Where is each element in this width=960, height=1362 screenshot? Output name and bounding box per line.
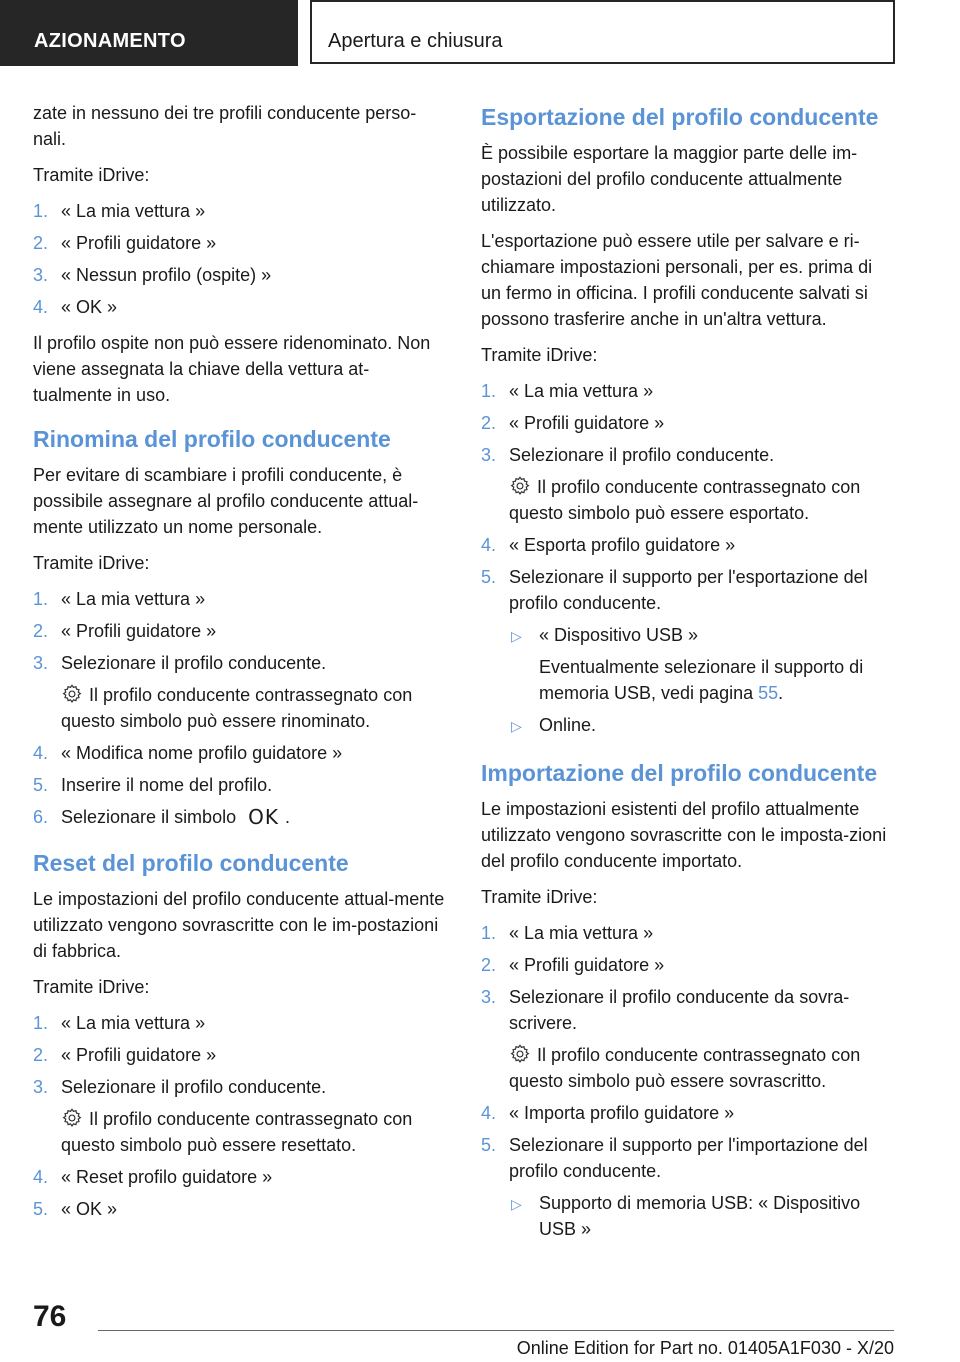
- step-text: Selezionare il profilo conducente.: [509, 445, 775, 465]
- list-item: [33, 1164, 445, 1190]
- rename-heading: Rinomina del profilo conducente: [33, 426, 391, 452]
- topic-tab: [310, 0, 895, 64]
- step-text: Inserire il nome del profilo.: [61, 775, 273, 795]
- step-text: « Profili guidatore »: [61, 621, 217, 641]
- reset-paragraph: Le impostazioni del profilo conducente attual-mente utilizzato vengono sovrascritte con le im-postazioni di fabbrica.: [33, 889, 445, 961]
- rename-paragraph: Per evitare di scambiare i profili conducente, è possibile assegnare al profilo conducente attual-mente utilizzato un nome personale.: [33, 465, 419, 537]
- step-number: 1.: [33, 1013, 49, 1033]
- option-text: Supporto di memoria USB: « Dispositivo USB »: [539, 1193, 861, 1239]
- list-item: [481, 532, 893, 558]
- step-text: « Modifica nome profilo guidatore »: [61, 743, 343, 763]
- list-item: [33, 198, 445, 224]
- gear-icon: [61, 683, 83, 705]
- option-text: « Dispositivo USB »: [539, 625, 699, 645]
- step-number: 5.: [33, 1199, 49, 1219]
- export-paragraph-1: È possibile esportare la maggior parte delle im-postazioni del profilo conducente attualmente utilizzato.: [481, 143, 858, 215]
- list-item: [481, 442, 893, 526]
- list-item: [481, 410, 893, 436]
- via-idrive: Tramite iDrive:: [33, 977, 150, 997]
- note-text: Il profilo conducente contrassegnato con questo simbolo può essere resettato.: [61, 1109, 413, 1155]
- step-number: 2.: [481, 413, 497, 433]
- list-item: [481, 1132, 893, 1242]
- list-item: [33, 740, 445, 766]
- step-number: 1.: [33, 201, 49, 221]
- via-idrive: Tramite iDrive:: [33, 553, 150, 573]
- step-text: Selezionare il profilo conducente.: [61, 653, 327, 673]
- list-item: [33, 804, 445, 830]
- export-options: [509, 622, 893, 738]
- guest-steps: [33, 198, 445, 320]
- list-item: [33, 1196, 445, 1222]
- rename-steps: [33, 586, 445, 830]
- page-link[interactable]: 55: [758, 683, 779, 703]
- export-heading: Esportazione del profilo conducente: [481, 104, 879, 130]
- step-number: 2.: [33, 621, 49, 641]
- guest-note: Il profilo ospite non può essere ridenominato. Non viene assegnata la chiave della vettura at-tualmente in uso.: [33, 333, 431, 405]
- reset-heading: Reset del profilo conducente: [33, 850, 349, 876]
- step-text: « Profili guidatore »: [61, 233, 217, 253]
- chapter-label: AZIONAMENTO: [0, 0, 298, 66]
- step-text: « Esporta profilo guidatore »: [509, 535, 736, 555]
- step-text: Selezionare il supporto per l'esportazione del profilo conducente.: [509, 567, 868, 613]
- step-text: Selezionare il simbolo: [61, 807, 237, 827]
- page-header: [0, 0, 960, 66]
- list-item: [33, 294, 445, 320]
- list-item: [481, 378, 893, 404]
- step-number: 5.: [33, 775, 49, 795]
- option-item: [509, 1190, 893, 1242]
- step-number: 3.: [481, 987, 497, 1007]
- option-item: [509, 622, 893, 706]
- list-item: [33, 230, 445, 256]
- step-text: « Nessun profilo (ospite) »: [61, 265, 272, 285]
- step-number: 3.: [481, 445, 497, 465]
- step-number: 4.: [33, 1167, 49, 1187]
- note-text: Il profilo conducente contrassegnato con questo simbolo può essere sovrascritto.: [509, 1045, 861, 1091]
- via-idrive: Tramite iDrive:: [481, 345, 598, 365]
- step-text: « OK »: [61, 297, 118, 317]
- step-text: « Profili guidatore »: [61, 1045, 217, 1065]
- step-number: 5.: [481, 1135, 497, 1155]
- list-item: [33, 1042, 445, 1068]
- option-item: [509, 712, 893, 738]
- note-text: Il profilo conducente contrassegnato con questo simbolo può essere rinominato.: [61, 685, 413, 731]
- import-steps: [481, 920, 893, 1242]
- list-item: [481, 984, 893, 1094]
- step-number: 4.: [481, 535, 497, 555]
- step-text: « La mia vettura »: [61, 201, 206, 221]
- edition-footer: Online Edition for Part no. 01405A1F030 - X/20: [516, 1338, 894, 1358]
- page-number: 76: [33, 1300, 67, 1333]
- list-item: [33, 586, 445, 612]
- step-number: 4.: [481, 1103, 497, 1123]
- step-number: 3.: [33, 265, 49, 285]
- intro-paragraph: zate in nessuno dei tre profili conducente perso-nali.: [33, 103, 417, 149]
- step-note: [509, 1042, 893, 1094]
- step-text: « OK »: [61, 1199, 118, 1219]
- list-item: [481, 564, 893, 738]
- step-number: 3.: [33, 653, 49, 673]
- step-text: « La mia vettura »: [61, 1013, 206, 1033]
- list-item: [33, 1010, 445, 1036]
- step-number: 4.: [33, 743, 49, 763]
- ok-symbol-icon: OK: [248, 805, 279, 829]
- footer-divider: [98, 1330, 894, 1331]
- step-number: 2.: [33, 233, 49, 253]
- via-idrive: Tramite iDrive:: [481, 887, 598, 907]
- step-text: Selezionare il profilo conducente.: [61, 1077, 327, 1097]
- note-text-end: .: [778, 683, 784, 703]
- triangle-right-icon: ▷: [511, 718, 522, 734]
- topic-label: Apertura e chiusura: [312, 2, 893, 62]
- step-text: « La mia vettura »: [61, 589, 206, 609]
- list-item: [33, 650, 445, 734]
- right-column: [481, 100, 893, 1252]
- step-text-end: .: [284, 807, 290, 827]
- option-note: [539, 654, 893, 706]
- import-options: [509, 1190, 893, 1242]
- export-paragraph-2: L'esportazione può essere utile per salvare e ri-chiamare impostazioni personali, per es. prima di un fermo in officina. I profili conducente salvati si possono trasferire anche in un'altra vettura.: [481, 231, 873, 329]
- step-note: [61, 1106, 445, 1158]
- list-item: [481, 1100, 893, 1126]
- step-number: 1.: [33, 589, 49, 609]
- step-text: « Importa profilo guidatore »: [509, 1103, 735, 1123]
- triangle-right-icon: ▷: [511, 1196, 522, 1212]
- step-number: 6.: [33, 807, 49, 827]
- export-steps: [481, 378, 893, 738]
- step-number: 3.: [33, 1077, 49, 1097]
- list-item: [33, 772, 445, 798]
- step-number: 2.: [481, 955, 497, 975]
- list-item: [33, 262, 445, 288]
- triangle-right-icon: ▷: [511, 628, 522, 644]
- import-paragraph: Le impostazioni esistenti del profilo attualmente utilizzato vengono sovrascritte con le imposta-zioni del profilo conducente importato.: [481, 799, 887, 871]
- note-text: Eventualmente selezionare il supporto di memoria USB, vedi pagina: [539, 657, 864, 703]
- option-text: Online.: [539, 715, 597, 735]
- step-text: « Reset profilo guidatore »: [61, 1167, 273, 1187]
- step-text: « La mia vettura »: [509, 923, 654, 943]
- step-text: « La mia vettura »: [509, 381, 654, 401]
- step-number: 1.: [481, 923, 497, 943]
- gear-icon: [509, 1043, 531, 1065]
- left-column: [33, 100, 445, 1232]
- step-number: 2.: [33, 1045, 49, 1065]
- step-text: « Profili guidatore »: [509, 955, 665, 975]
- note-text: Il profilo conducente contrassegnato con questo simbolo può essere esportato.: [509, 477, 861, 523]
- list-item: [481, 952, 893, 978]
- step-text: Selezionare il profilo conducente da sovra-scrivere.: [509, 987, 850, 1033]
- step-note: [61, 682, 445, 734]
- gear-icon: [509, 475, 531, 497]
- via-idrive: Tramite iDrive:: [33, 165, 150, 185]
- import-heading: Importazione del profilo conducente: [481, 760, 878, 786]
- step-number: 4.: [33, 297, 49, 317]
- step-note: [509, 474, 893, 526]
- step-number: 1.: [481, 381, 497, 401]
- step-number: 5.: [481, 567, 497, 587]
- list-item: [33, 618, 445, 644]
- list-item: [33, 1074, 445, 1158]
- gear-icon: [61, 1107, 83, 1129]
- step-text: « Profili guidatore »: [509, 413, 665, 433]
- reset-steps: [33, 1010, 445, 1222]
- step-text: Selezionare il supporto per l'importazione del profilo conducente.: [509, 1135, 868, 1181]
- list-item: [481, 920, 893, 946]
